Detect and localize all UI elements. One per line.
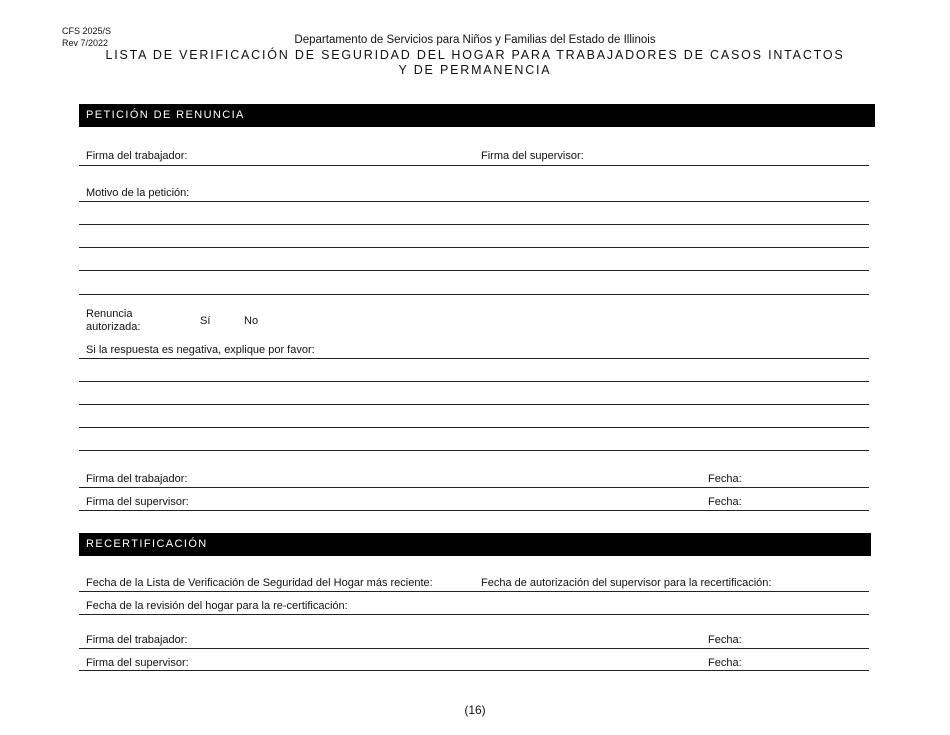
recert-dates-line[interactable] bbox=[79, 591, 869, 592]
form-title-line2: Y DE PERMANENCIA bbox=[398, 63, 552, 77]
recert-supervisor-signature-label: Firma del supervisor: bbox=[86, 657, 189, 669]
form-title-line1: LISTA DE VERIFICACIÓN DE SEGURIDAD DEL HOGAR PARA TRABAJADORES DE CASOS INTACTOS bbox=[105, 48, 845, 62]
worker-signature-label: Firma del trabajador: bbox=[86, 150, 188, 162]
explain-line[interactable] bbox=[79, 381, 869, 382]
page-number: (16) bbox=[464, 703, 486, 717]
reason-line[interactable] bbox=[79, 294, 869, 295]
form-revision: Rev 7/2022 bbox=[62, 38, 109, 48]
reason-line[interactable] bbox=[79, 201, 869, 202]
reason-line[interactable] bbox=[79, 224, 869, 225]
home-review-date-line[interactable] bbox=[79, 614, 869, 615]
form-code: CFS 2025/S bbox=[62, 26, 112, 36]
explain-line[interactable] bbox=[79, 404, 869, 405]
date-label: Fecha: bbox=[708, 473, 742, 485]
supervisor-signature-line[interactable] bbox=[79, 510, 869, 511]
explain-line[interactable] bbox=[79, 450, 869, 451]
date-label: Fecha: bbox=[708, 634, 742, 646]
recertification-section-header: RECERTIFICACIÓN bbox=[79, 533, 871, 556]
recent-checklist-date-label: Fecha de la Lista de Verificación de Seguridad del Hogar más reciente: bbox=[86, 577, 433, 589]
date-label: Fecha: bbox=[708, 496, 742, 508]
worker-signature-label-2: Firma del trabajador: bbox=[86, 473, 188, 485]
signature-line[interactable] bbox=[79, 165, 869, 166]
supervisor-signature-label: Firma del supervisor: bbox=[481, 150, 584, 162]
worker-signature-line[interactable] bbox=[79, 487, 869, 488]
yes-option[interactable]: Sí bbox=[200, 315, 211, 327]
reason-label: Motivo de la petición: bbox=[86, 187, 190, 199]
waiver-authorized-label-line1: Renuncia bbox=[86, 308, 133, 320]
agency-name: Departamento de Servicios para Niños y Familias del Estado de Illinois bbox=[294, 34, 656, 46]
recert-worker-signature-line[interactable] bbox=[79, 648, 869, 649]
waiver-authorized-label-line2: autorizada: bbox=[86, 321, 141, 333]
explain-line[interactable] bbox=[79, 427, 869, 428]
waiver-section-header: PETICIÓN DE RENUNCIA bbox=[79, 104, 875, 127]
waiver-authorized-label bbox=[86, 308, 140, 334]
home-review-date-label: Fecha de la revisión del hogar para la re-certificación: bbox=[86, 600, 348, 612]
recert-worker-signature-label: Firma del trabajador: bbox=[86, 634, 188, 646]
date-label: Fecha: bbox=[708, 657, 742, 669]
explain-line[interactable] bbox=[79, 358, 869, 359]
supervisor-authorization-date-label: Fecha de autorización del supervisor para la recertificación: bbox=[481, 577, 772, 589]
explain-label: Si la respuesta es negativa, explique por favor: bbox=[86, 344, 315, 356]
recert-supervisor-signature-line[interactable] bbox=[79, 670, 869, 671]
no-option[interactable]: No bbox=[244, 315, 259, 327]
supervisor-signature-label-2: Firma del supervisor: bbox=[86, 496, 189, 508]
reason-line[interactable] bbox=[79, 270, 869, 271]
reason-line[interactable] bbox=[79, 247, 869, 248]
